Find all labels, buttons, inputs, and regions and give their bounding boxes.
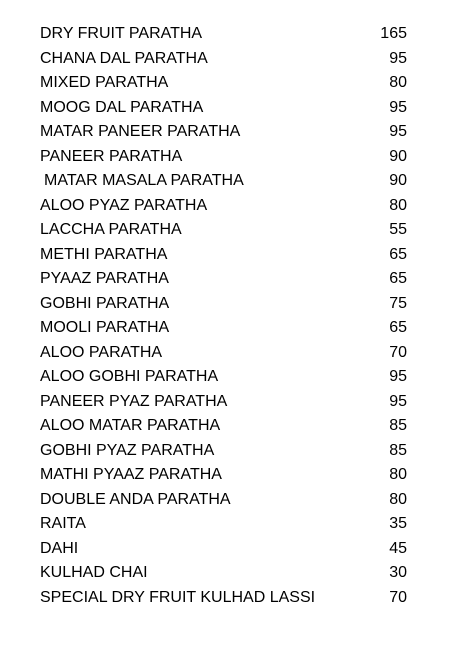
menu-item-price: 85 (389, 417, 407, 434)
menu-item-name: MIXED PARATHA (40, 74, 169, 91)
menu-item-name: PYAAZ PARATHA (40, 270, 169, 287)
menu-item (0, 194, 450, 219)
menu-item-price: 30 (389, 564, 407, 581)
menu-item (0, 292, 450, 317)
menu-item-name: ALOO PYAZ PARATHA (40, 196, 208, 214)
menu-item-name: PANEER PARATHA (40, 147, 183, 165)
menu-item (0, 512, 450, 537)
menu-item-price: 35 (389, 515, 407, 532)
menu-item (0, 537, 450, 562)
menu-item-name: KULHAD CHAI (40, 564, 148, 581)
menu-item-name: MOOG DAL PARATHA (40, 98, 204, 116)
menu-item (0, 341, 450, 366)
menu-item-name: ALOO MATAR PARATHA (40, 417, 221, 434)
menu-item-price: 95 (389, 49, 407, 67)
menu-item-name: MOOLI PARATHA (40, 319, 170, 336)
menu-item (0, 488, 450, 513)
menu-item-price: 80 (389, 74, 407, 91)
menu-item-name: ALOO GOBHI PARATHA (40, 368, 219, 385)
menu-item-name: GOBHI PYAZ PARATHA (40, 441, 215, 459)
menu-item-name: MATAR PANEER PARATHA (40, 123, 241, 140)
menu-item (0, 47, 450, 72)
menu-item (0, 365, 450, 390)
menu-item (0, 439, 450, 464)
menu-item (0, 22, 450, 47)
menu-item-name: PANEER PYAZ PARATHA (40, 392, 228, 410)
menu-item (0, 243, 450, 268)
menu-item (0, 390, 450, 415)
menu-item-price: 95 (389, 123, 407, 140)
menu-item (0, 120, 450, 145)
menu-item-price: 80 (389, 466, 407, 483)
menu-item-name: RAITA (40, 515, 86, 532)
menu-item (0, 561, 450, 586)
menu-item-name: SPECIAL DRY FRUIT KULHAD LASSI (40, 588, 316, 606)
menu-item (0, 316, 450, 341)
menu-item-price: 55 (389, 221, 407, 238)
menu-item-price: 90 (389, 147, 407, 165)
menu-item (0, 218, 450, 243)
menu-list (0, 22, 450, 610)
menu-item-name: ALOO PARATHA (40, 343, 163, 361)
menu-item-name: CHANA DAL PARATHA (40, 49, 208, 67)
menu-item-price: 80 (389, 490, 407, 508)
menu-item-price: 70 (389, 343, 407, 361)
menu-item-price: 95 (389, 368, 407, 385)
menu-item-price: 95 (389, 392, 407, 410)
menu-item (0, 145, 450, 170)
menu-item-price: 80 (389, 196, 407, 214)
menu-item-price: 65 (389, 319, 407, 336)
menu-item-name: MATAR MASALA PARATHA (44, 172, 244, 189)
menu-item-price: 65 (389, 245, 407, 263)
menu-item-name: DOUBLE ANDA PARATHA (40, 490, 231, 508)
menu-item (0, 71, 450, 96)
menu-item-price: 85 (389, 441, 407, 459)
menu-item-name: DRY FRUIT PARATHA (40, 25, 203, 42)
menu-item-price: 75 (389, 294, 407, 312)
menu-item-price: 165 (380, 25, 407, 42)
menu-item (0, 463, 450, 488)
menu-item-name: MATHI PYAAZ PARATHA (40, 466, 222, 483)
menu-item-name: GOBHI PARATHA (40, 294, 170, 312)
menu-item-price: 70 (389, 588, 407, 606)
menu-item-name: LACCHA PARATHA (40, 221, 182, 238)
menu-item-name: METHI PARATHA (40, 245, 168, 263)
menu-item (0, 267, 450, 292)
menu-item-price: 45 (389, 539, 407, 557)
menu-item-price: 95 (389, 98, 407, 116)
menu-item-price: 90 (389, 172, 407, 189)
menu-item (0, 169, 450, 194)
menu-item-price: 65 (389, 270, 407, 287)
menu-item (0, 414, 450, 439)
menu-item (0, 586, 450, 611)
menu-item (0, 96, 450, 121)
menu-item-name: DAHI (40, 539, 79, 557)
